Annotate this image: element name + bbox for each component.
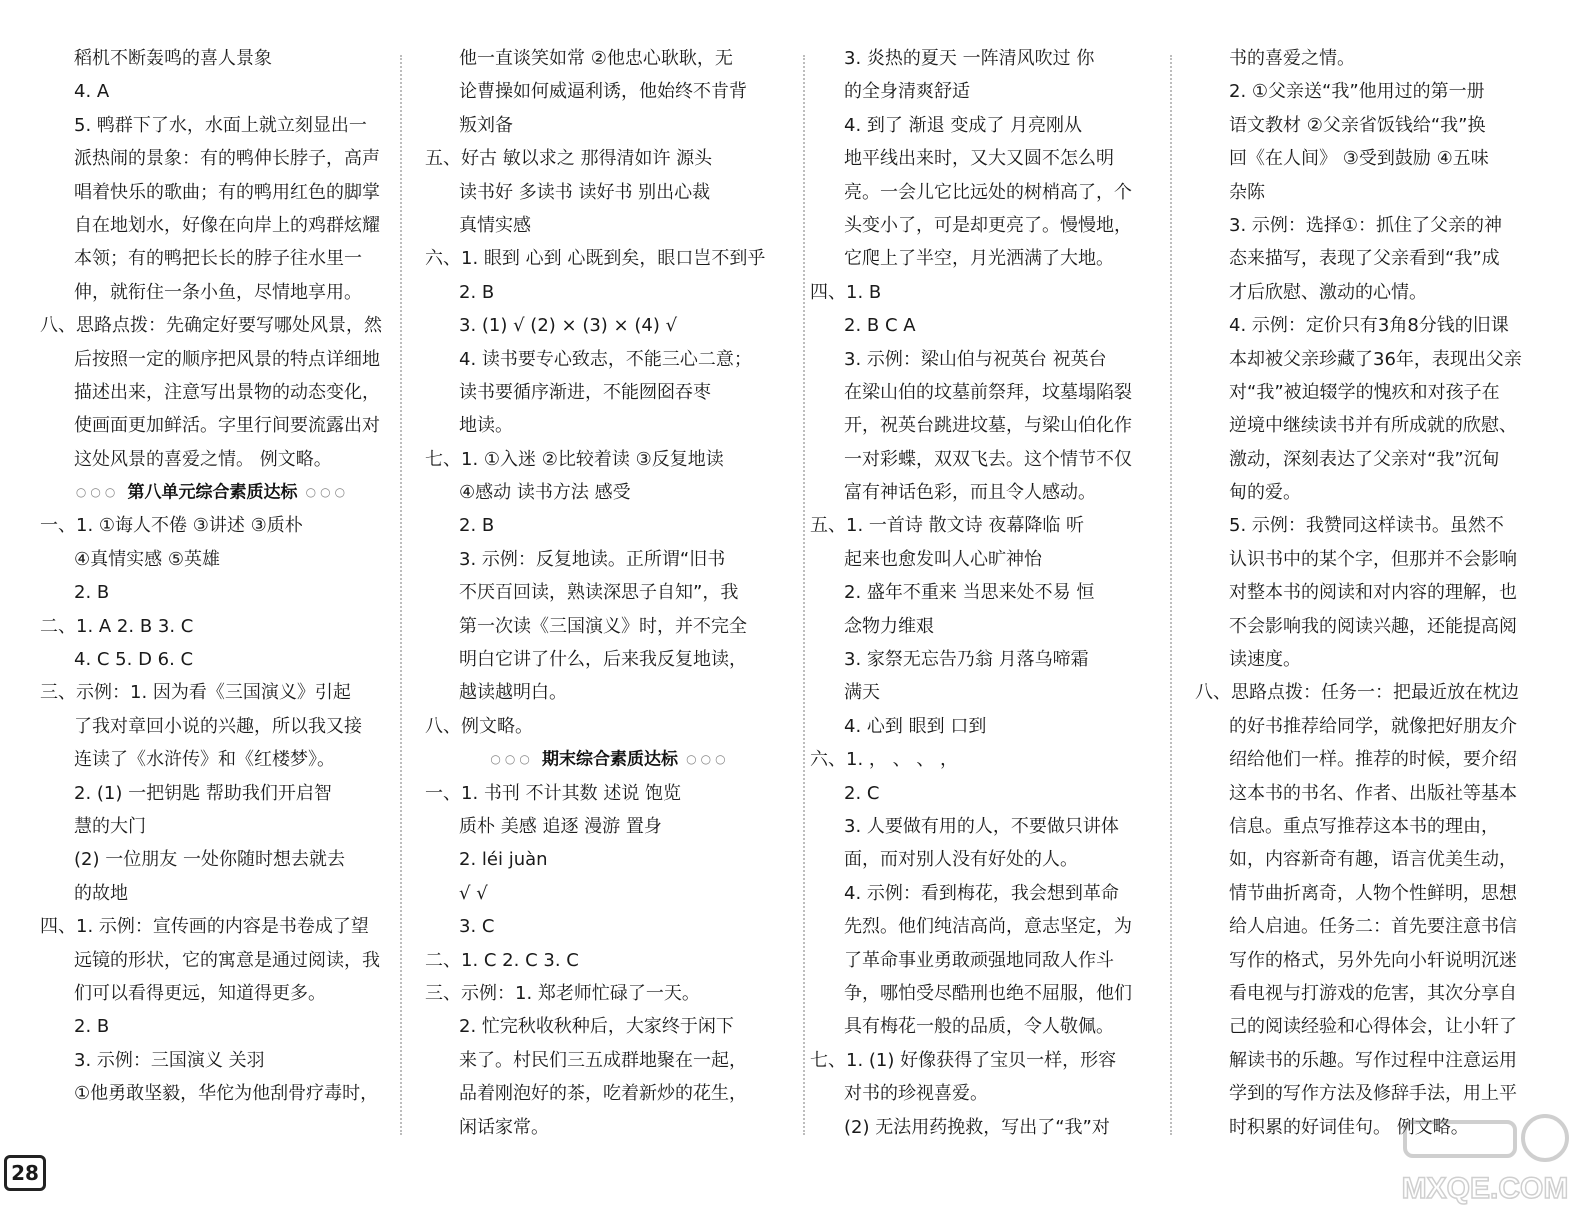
answer-line: 品着刚泡好的茶，吃着新炒的花生， <box>459 1083 747 1105</box>
heading-dots: ○○○ <box>678 752 730 767</box>
answer-line: 开，祝英台跳进坟墓，与梁山伯化作 <box>844 415 1132 437</box>
answer-line: 己的阅读经验和心得体会，让小轩了 <box>1229 1016 1517 1038</box>
answer-line: 他一直谈笑如常 ②他忠心耿耿，无 <box>459 48 733 69</box>
answer-line: 论曹操如何威逼利诱，他始终不肯背 <box>459 81 747 103</box>
answer-line: 三、示例：1. 郑老师忙碌了一天。 <box>425 982 700 1004</box>
answer-line: 2. 盛年不重来 当思来处不易 恒 <box>844 582 1095 604</box>
answer-line: 闲话家常。 <box>459 1116 549 1138</box>
answer-line: 如，内容新奇有趣，语言优美生动， <box>1229 849 1517 871</box>
answer-line: 态来描写，表现了父亲看到“我”成 <box>1229 248 1500 270</box>
answer-line: 3. (1) √ (2) × (3) × (4) √ <box>459 315 678 337</box>
answer-line: 写作的格式，另外先向小轩说明沉迷 <box>1229 949 1517 971</box>
answer-line: ④真情实感 ⑤英雄 <box>74 548 220 570</box>
answer-line: 远镜的形状，它的寓意是通过阅读，我 <box>74 949 380 971</box>
column-2 <box>425 42 795 1144</box>
answer-line: 2. C <box>844 782 880 804</box>
section-heading <box>40 476 385 509</box>
heading-text: 期末综合素质达标 <box>542 749 678 770</box>
answer-line: 了革命事业勇敢顽强地同敌人作斗 <box>844 949 1114 971</box>
answer-line: 描述出来，注意写出景物的动态变化， <box>74 381 380 403</box>
answer-line: 语文教材 ②父亲省饭钱给“我”换 <box>1229 114 1486 136</box>
answer-line: 二、1. C 2. C 3. C <box>425 949 579 971</box>
answer-line: 五、1. 一首诗 散文诗 夜幕降临 听 <box>810 515 1085 537</box>
answer-line: 四、1. B <box>810 281 882 303</box>
answer-line: 看电视与打游戏的危害，其次分享自 <box>1229 982 1517 1004</box>
answer-line: 不厌百回读，熟读深思子自知”，我 <box>459 582 739 604</box>
answer-line: 2. B C A <box>844 315 916 337</box>
answer-line: 派热闹的景象：有的鸭伸长脖子，高声 <box>74 148 380 170</box>
answer-line: 来了。村民们三五成群地聚在一起， <box>459 1049 747 1071</box>
answer-line: 激动，深刻表达了父亲对“我”沉甸 <box>1229 448 1500 470</box>
answer-line: 这处风景的喜爱之情。 例文略。 <box>74 448 332 470</box>
answer-line: 信息。重点写推荐这本书的理由， <box>1229 815 1499 837</box>
answer-line: 2. ①父亲送“我”他用过的第一册 <box>1229 81 1485 103</box>
answer-line: 回《在人间》 ③受到鼓励 ④五味 <box>1229 148 1489 170</box>
answer-line: 2. 忙完秋收秋种后，大家终于闲下 <box>459 1016 734 1038</box>
answer-line: 六、1. ， 、 、 ， <box>810 749 959 771</box>
column-divider <box>803 55 805 1135</box>
answer-line: ④感动 读书方法 感受 <box>459 482 631 504</box>
answer-line: 第一次读《三国演义》时，并不完全 <box>459 615 747 637</box>
answer-line: 认识书中的某个字，但那并不会影响 <box>1229 548 1517 570</box>
answer-line: 3. 示例：梁山伯与祝英台 祝英台 <box>844 348 1107 370</box>
answer-line: 亮。一会儿它比远处的树梢高了，个 <box>844 181 1132 203</box>
heading-dots: ○○○ <box>490 752 542 767</box>
answer-line: 2. B <box>459 281 495 303</box>
answer-line: 富有神话色彩，而且令人感动。 <box>844 482 1096 504</box>
answer-line: 自在地划水，好像在向岸上的鸡群炫耀 <box>74 214 380 236</box>
answer-line: 了我对章回小说的兴趣，所以我又接 <box>74 715 362 737</box>
answer-line: 头变小了，可是却更亮了。慢慢地， <box>844 214 1132 236</box>
answer-line: 争，哪怕受尽酷刑也绝不屈服，他们 <box>844 982 1132 1004</box>
answer-line: 3. 示例：选择①：抓住了父亲的神 <box>1229 214 1503 236</box>
answer-line: 4. A <box>74 81 110 103</box>
answer-line: 才后欣慰、激动的心情。 <box>1229 281 1427 303</box>
answer-line: 2. (1) 一把钥匙 帮助我们开启智 <box>74 782 332 804</box>
answer-line: 一、1. ①诲人不倦 ③讲述 ③质朴 <box>40 515 303 537</box>
answer-line: 稻机不断轰鸣的喜人景象 <box>74 48 272 69</box>
answer-line: 在梁山伯的坟墓前祭拜，坟墓塌陷裂 <box>844 381 1132 403</box>
answer-line: 学到的写作方法及修辞手法，用上平 <box>1229 1083 1517 1105</box>
answer-line: 七、1. (1) 好像获得了宝贝一样，形容 <box>810 1049 1117 1071</box>
answer-line: 3. C <box>459 916 495 938</box>
answer-line: 满天 <box>844 682 880 704</box>
answer-line: 们可以看得更远，知道得更多。 <box>74 982 326 1004</box>
answer-line: 先烈。他们纯洁高尚，意志坚定，为 <box>844 916 1132 938</box>
answer-line: 八、例文略。 <box>425 715 533 737</box>
answer-line: 对整本书的阅读和对内容的理解，也 <box>1229 582 1517 604</box>
answer-line: 后按照一定的顺序把风景的特点详细地 <box>74 348 380 370</box>
answer-line: 2. B <box>74 1016 110 1038</box>
answer-line: 地读。 <box>459 415 513 437</box>
watermark-logo <box>1395 1110 1575 1210</box>
answer-line: √ √ <box>459 882 488 904</box>
answer-line: 起来也愈发叫人心旷神怡 <box>844 548 1042 570</box>
answer-line: 4. 读书要专心致志，不能三心二意； <box>459 348 752 370</box>
answer-line: 质朴 美感 追逐 漫游 置身 <box>459 815 662 837</box>
answer-line: 对书的珍视喜爱。 <box>844 1083 988 1105</box>
heading-text: 第八单元综合素质达标 <box>127 482 298 503</box>
answer-line: 4. 示例：看到梅花，我会想到革命 <box>844 882 1119 904</box>
answer-line: 书的喜爱之情。 <box>1229 48 1355 69</box>
answer-line: 逆境中继续读书并有所成就的欣慰、 <box>1229 415 1517 437</box>
answer-line: 八、思路点拨：先确定好要写哪处风景，然 <box>40 315 382 337</box>
answer-line: 解读书的乐趣。写作过程中注意运用 <box>1229 1049 1517 1071</box>
answer-line: 伸，就衔住一条小鱼，尽情地享用。 <box>74 281 362 303</box>
answer-line: 3. 示例：三国演义 关羽 <box>74 1049 265 1071</box>
answer-line: 2. léi juàn <box>459 849 548 871</box>
answer-line: 叛刘备 <box>459 114 513 136</box>
answer-line: 具有梅花一般的品质，令人敬佩。 <box>844 1016 1114 1038</box>
answer-line: (2) 一位朋友 一处你随时想去就去 <box>74 849 345 871</box>
answer-line: 八、思路点拨：任务一：把最近放在枕边 <box>1195 682 1519 704</box>
answer-line: 读速度。 <box>1229 649 1301 671</box>
answer-line: 的好书推荐给同学，就像把好朋友介 <box>1229 715 1517 737</box>
answer-line: 绍给他们一样。推荐的时候，要介绍 <box>1229 749 1517 771</box>
answer-line: 明白它讲了什么，后来我反复地读， <box>459 649 747 671</box>
answer-line: 面，而对别人没有好处的人。 <box>844 849 1078 871</box>
answer-line: 情节曲折离奇，人物个性鲜明，思想 <box>1229 882 1517 904</box>
svg-text:MXQE.COM: MXQE.COM <box>1401 1172 1569 1205</box>
answer-line: 二、1. A 2. B 3. C <box>40 615 194 637</box>
answer-line: 使画面更加鲜活。字里行间要流露出对 <box>74 415 380 437</box>
answer-line: 甸的爱。 <box>1229 482 1301 504</box>
column-divider <box>1170 55 1172 1135</box>
answer-line: (2) 无法用药挽救，写出了“我”对 <box>844 1116 1110 1138</box>
answer-line: 的全身清爽舒适 <box>844 81 970 103</box>
answer-line: 3. 示例：反复地读。正所谓“旧书 <box>459 548 726 570</box>
heading-dots: ○○○ <box>297 485 350 500</box>
answer-line: 2. B <box>459 515 495 537</box>
answer-line: 4. 到了 渐退 变成了 月亮刚从 <box>844 114 1083 136</box>
answer-line: 本领；有的鸭把长长的脖子往水里一 <box>74 248 362 270</box>
answer-line: 4. 示例：定价只有3角8分钱的旧课 <box>1229 315 1509 337</box>
answer-line: 念物力维艰 <box>844 615 934 637</box>
answer-line: 3. 人要做有用的人，不要做只讲体 <box>844 815 1119 837</box>
answer-line: ①他勇敢坚毅，华佗为他刮骨疗毒时， <box>74 1083 379 1105</box>
answer-line: 读书要循序渐进，不能囫囵吞枣 <box>459 381 711 403</box>
column-3 <box>810 42 1155 1144</box>
answer-line: 六、1. 眼到 心到 心既到矣，眼口岂不到乎 <box>425 248 766 270</box>
answer-line: 一对彩蝶，双双飞去。这个情节不仅 <box>844 448 1132 470</box>
answer-line: 3. 炎热的夏天 一阵清风吹过 你 <box>844 48 1095 69</box>
section-heading <box>425 743 795 776</box>
column-4 <box>1195 42 1540 1144</box>
answer-line: 一、1. 书刊 不计其数 述说 饱览 <box>425 782 682 804</box>
column-divider <box>400 55 402 1135</box>
answer-line: 地平线出来时，又大又圆不怎么明 <box>844 148 1114 170</box>
answer-line: 4. 心到 眼到 口到 <box>844 715 987 737</box>
answer-line: 越读越明白。 <box>459 682 567 704</box>
answer-line: 它爬上了半空，月光洒满了大地。 <box>844 248 1114 270</box>
answer-line: 本却被父亲珍藏了36年，表现出父亲 <box>1229 348 1522 370</box>
answer-line: 三、示例：1. 因为看《三国演义》引起 <box>40 682 351 704</box>
answer-line: 给人启迪。任务二：首先要注意书信 <box>1229 916 1517 938</box>
answer-line: 读书好 多读书 读好书 别出心裁 <box>459 181 711 203</box>
answer-line: 对“我”被迫辍学的愧疚和对孩子在 <box>1229 381 1500 403</box>
answer-line: 七、1. ①入迷 ②比较着读 ③反复地读 <box>425 448 724 470</box>
answer-line: 2. B <box>74 582 110 604</box>
answer-line: 时积累的好词佳句。 例文略。 <box>1229 1116 1469 1138</box>
answer-line: 4. C 5. D 6. C <box>74 649 194 671</box>
answer-line: 这本书的书名、作者、出版社等基本 <box>1229 782 1517 804</box>
answer-line: 5. 示例：我赞同这样读书。虽然不 <box>1229 515 1504 537</box>
answer-line: 3. 家祭无忘告乃翁 月落乌啼霜 <box>844 649 1089 671</box>
answer-line: 杂陈 <box>1229 181 1265 203</box>
answer-line: 五、好古 敏以求之 那得清如许 源头 <box>425 148 713 170</box>
answer-line: 真情实感 <box>459 214 531 236</box>
answer-line: 连读了《水浒传》和《红楼梦》。 <box>74 749 335 771</box>
answer-line: 四、1. 示例：宣传画的内容是书卷成了望 <box>40 916 369 938</box>
answer-line: 唱着快乐的歌曲；有的鸭用红色的脚掌 <box>74 181 380 203</box>
page-number: 28 <box>4 1155 46 1191</box>
heading-dots: ○○○ <box>75 485 128 500</box>
answer-line: 的故地 <box>74 882 128 904</box>
answer-line: 不会影响我的阅读兴趣，还能提高阅 <box>1229 615 1517 637</box>
column-1 <box>40 42 385 1111</box>
answer-line: 5. 鸭群下了水，水面上就立刻显出一 <box>74 114 367 136</box>
answer-line: 慧的大门 <box>74 815 146 837</box>
